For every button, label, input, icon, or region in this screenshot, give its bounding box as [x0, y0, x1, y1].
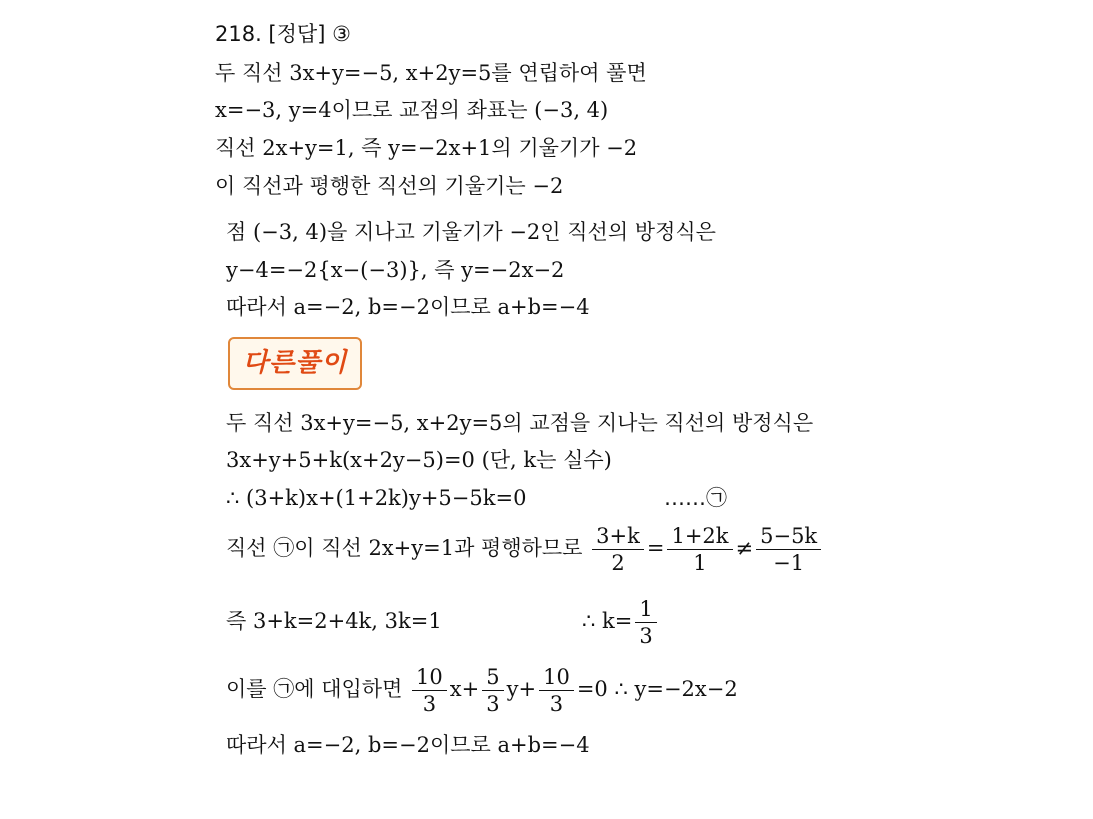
alt-line-5-result: ∴ k= $\frac{1}{3}$ — [582, 594, 660, 649]
equals-sign: = — [646, 536, 665, 560]
alt-line-6: 이를 ㉠에 대입하면 $\frac{10}{3}$ x+ $\frac{5}{3}$ y+ $\frac{10}{3}$ =0 ∴ y=−2x−2 — [226, 665, 738, 716]
alt-line-2: 3x+y+5+k(x+2y−5)=0 (단, k는 실수) — [226, 448, 612, 472]
alt-line-4-text: 직선 ㉠이 직선 2x+y=1과 평행하므로 — [226, 536, 583, 560]
fraction-10-3-a: $\frac{10}{3}$ — [412, 664, 447, 717]
fraction-5-3: $\frac{5}{3}$ — [482, 664, 503, 717]
alt-line-7: 따라서 a=−2, b=−2이므로 a+b=−4 — [226, 733, 590, 757]
fraction-5m5k-m1: $\frac{5-5k}{-1}$ — [756, 523, 821, 576]
solution-line-7: 따라서 a=−2, b=−2이므로 a+b=−4 — [226, 295, 590, 319]
alt-line-1: 두 직선 3x+y=−5, x+2y=5의 교점을 지나는 직선의 방정식은 — [226, 411, 814, 435]
alt-line-6-text: 이를 ㉠에 대입하면 — [226, 677, 403, 701]
equation-marker: ……㉠ — [664, 486, 727, 510]
alt-line-5: 즉 3+k=2+4k, 3k=1 — [226, 609, 442, 633]
solution-line-2: x=−3, y=4이므로 교점의 좌표는 (−3, 4) — [215, 98, 609, 122]
solution-line-4: 이 직선과 평행한 직선의 기울기는 −2 — [215, 174, 564, 198]
alt-line-4 — [226, 521, 824, 576]
fraction-3pk-2: $\frac{3+k}{2}$ — [592, 523, 644, 576]
fraction-1-3: $\frac{1}{3}$ — [635, 596, 656, 649]
alternative-solution-badge: 다른풀이 — [228, 337, 362, 390]
solution-line-5: 점 (−3, 4)을 지나고 기울기가 −2인 직선의 방정식은 — [226, 220, 716, 244]
solution-line-3: 직선 2x+y=1, 즉 y=−2x+1의 기울기가 −2 — [215, 136, 638, 160]
problem-header: 218. [정답] ③ — [215, 22, 351, 46]
solution-line-6: y−4=−2{x−(−3)}, 즉 y=−2x−2 — [226, 258, 565, 282]
solution-line-1: 두 직선 3x+y=−5, x+2y=5를 연립하여 풀면 — [215, 61, 647, 85]
fraction-1p2k-1: $\frac{1+2k}{1}$ — [667, 523, 732, 576]
fraction-10-3-b: $\frac{10}{3}$ — [539, 664, 574, 717]
alt-line-3: ∴ (3+k)x+(1+2k)y+5−5k=0 — [226, 486, 527, 510]
not-equal-sign: ≠ — [735, 536, 754, 560]
